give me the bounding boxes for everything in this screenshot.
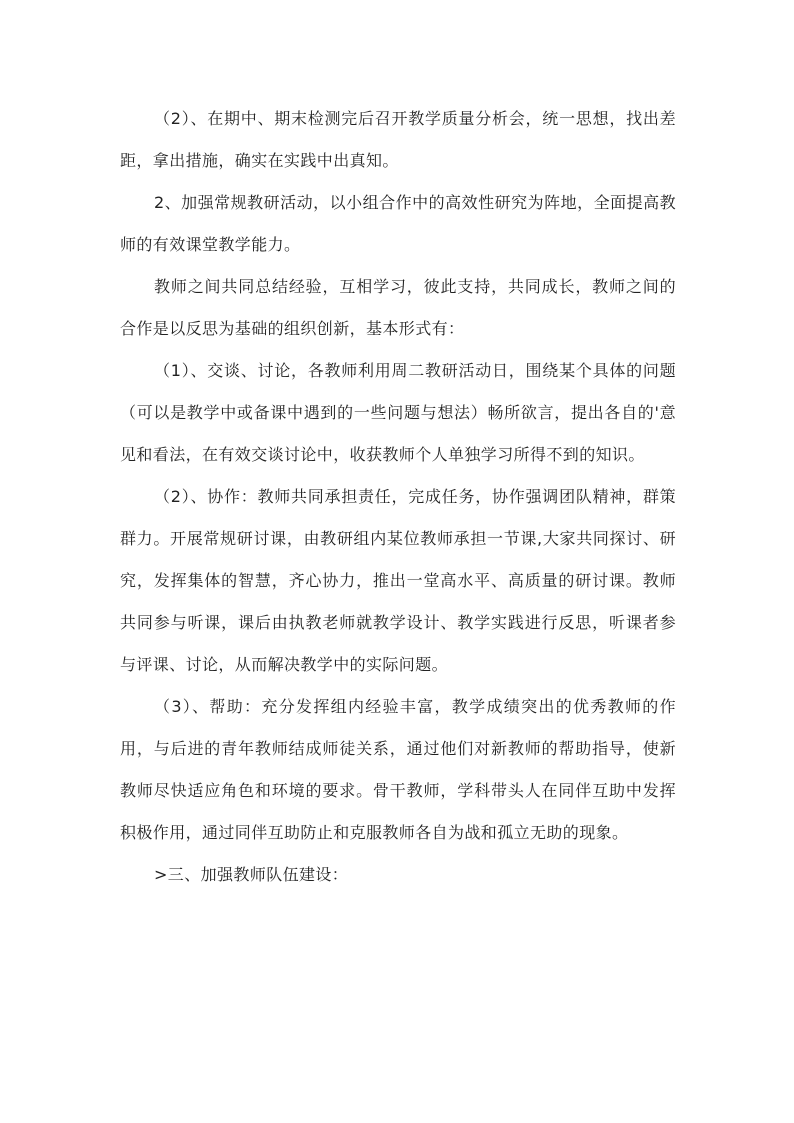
paragraph-quality-analysis: （2）、在期中、期末检测完后召开教学质量分析会，统一思想，找出差距，拿出措施，确实在实践中出真知。 [120,109,676,170]
paragraph-teacher-cooperation: 教师之间共同总结经验，互相学习，彼此支持，共同成长，教师之间的合作是以反思为基础的组织创新，基本形式有： [120,277,676,338]
paragraph-help: （3）、帮助：充分发挥组内经验丰富，教学成绩突出的优秀教师的作用，与后进的青年教师结成师徒关系，通过他们对新教师的帮助指导，使新教师尽快适应角色和环境的要求。骨干教师，学科带头人在同伴互助中发挥积极作用，通过同伴互助防止和克服教师各自为战和孤立无助的现象。 [120,697,676,842]
paragraph-collaboration: （2）、协作：教师共同承担责任，完成任务，协作强调团队精神，群策群力。开展常规研讨课，由教研组内某位教师承担一节课,大家共同探讨、研究，发挥集体的智慧，齐心协力，推出一堂高水平、高质量的研讨课。教师共同参与听课，课后由执教老师就教学设计、教学实践进行反思，听课者参与评课、讨论，从而解决教学中的实际问题。 [120,487,676,674]
section-heading-teacher-team: >三、加强教师队伍建设： [154,865,349,884]
paragraph-teaching-research: 2、加强常规教研活动，以小组合作中的高效性研究为阵地，全面提高教师的有效课堂教学能力。 [120,193,676,254]
document-body [120,98,676,896]
paragraph-discussion: （1）、交谈、讨论，各教师利用周二教研活动日，围绕某个具体的问题（可以是教学中或备课中遇到的一些问题与想法）畅所欲言，提出各自的'意见和看法，在有效交谈讨论中，收获教师个人单独学习所得不到的知识。 [120,361,676,464]
